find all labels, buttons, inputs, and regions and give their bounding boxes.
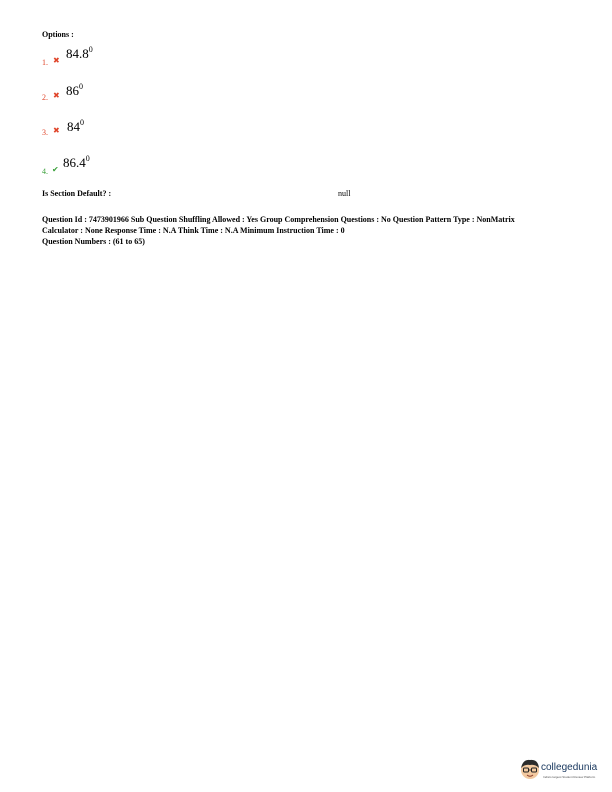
option-value: 86.4$^0$ xyxy=(63,154,90,170)
question-info-line2: Calculator : None Response Time : N.A Think Time : N.A Minimum Instruction Time : 0 xyxy=(42,226,345,235)
cross-icon: ✖ xyxy=(53,126,60,135)
option-number: 1. xyxy=(42,58,48,67)
option-value: 84.8$^0$ xyxy=(66,45,93,61)
question-info-line1: Question Id : 7473901966 Sub Question Shuffling Allowed : Yes Group Comprehension Questions : No Question Pattern Type : NonMatrix xyxy=(42,215,515,224)
logo-text: collegedunia xyxy=(541,762,598,773)
cross-icon: ✖ xyxy=(53,91,60,100)
options-header: Options : xyxy=(42,30,74,39)
logo-tagline: India's largest Student Review Platform xyxy=(543,775,596,779)
option-number: 4. xyxy=(42,167,48,176)
option-number: 3. xyxy=(42,128,48,137)
cross-icon: ✖ xyxy=(53,56,60,65)
question-numbers: Question Numbers : (61 to 65) xyxy=(42,237,145,246)
section-default-label: Is Section Default? : xyxy=(42,189,112,198)
check-icon: ✔ xyxy=(52,165,59,174)
option-number: 2. xyxy=(42,93,48,102)
mascot-icon xyxy=(519,757,541,783)
option-value: $84^0$ xyxy=(67,118,84,134)
collegedunia-logo xyxy=(519,757,612,785)
option-value: $86^0$ xyxy=(66,82,83,98)
section-default-value: null xyxy=(338,189,351,198)
